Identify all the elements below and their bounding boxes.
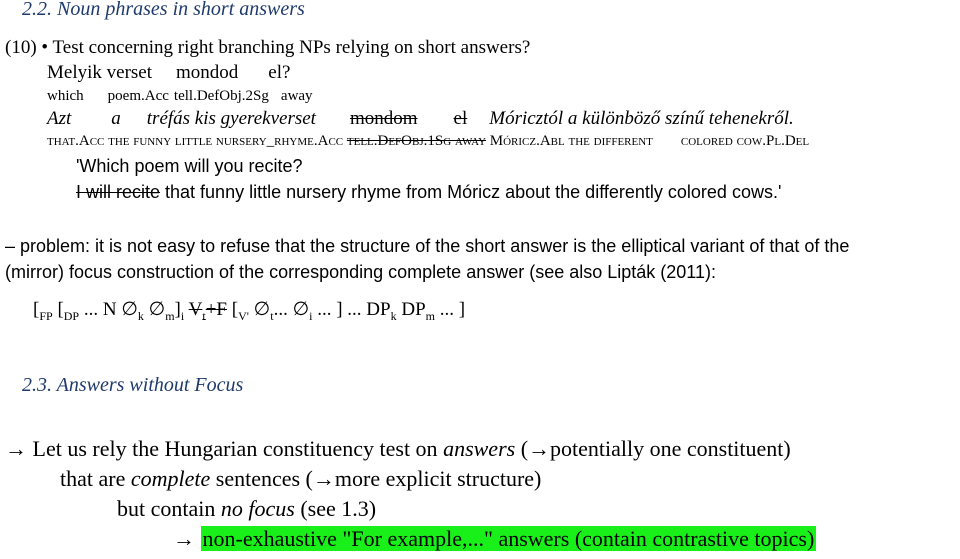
arrow-icon: → — [5, 436, 27, 461]
example-line-lead — [5, 37, 530, 59]
arrow-icon: → — [173, 526, 195, 551]
example-lead-text: Test concerning right branching NPs relying on short answers? — [52, 37, 531, 58]
bullet-icon: • — [41, 37, 49, 58]
arrow-icon: → — [528, 436, 551, 461]
example-number: (10) — [5, 37, 37, 58]
highlighted-text: non-exhaustive "For example,..." answers (contain contrastive topics) — [202, 526, 815, 551]
section-heading-2-3: 2.3. Answers without Focus — [22, 374, 244, 396]
bullet-line-3: but contain no focus (see 1.3) — [117, 496, 377, 521]
translation-question: 'Which poem will you recite? — [76, 156, 303, 176]
ellipsis-formula: [$_{FP}$ [$_{DP}$ ... N $\emptyset_k$ $\emptyset_m]_i$ $V_t+F$ [$_{V'}$ $\emptyset_t$... $\emptyset_i$ ... ] ... $DP_k$ $DP_m$ ... ] — [33, 299, 466, 323]
dash-icon: – — [5, 236, 16, 256]
section-heading-2-2: 2.2. Noun phrases in short answers — [22, 0, 305, 20]
question-gloss: which poem.Acc tell.DefObj.2Sg away — [47, 88, 313, 104]
answer-hungarian: Azt a tréfás kis gyerekverset mondom el Móricztól a különböző színű tehenekről. — [47, 108, 794, 129]
question-hungarian: Melyik verset mondod el? — [47, 62, 291, 83]
translation-answer: I will recite that funny little nursery rhyme from Móricz about the differently colored cows.' — [76, 182, 782, 202]
problem-line-2: (mirror) focus construction of the corresponding complete answer (see also Lipták (2011): — [5, 262, 716, 282]
problem-line-1: – problem: it is not easy to refuse that the structure of the short answer is the elliptical variant of that of the — [5, 236, 850, 256]
bullet-line-1: → Let us rely the Hungarian constituency test on answers (→potentially one constituent) — [5, 436, 791, 461]
bullet-line-2: that are complete sentences (→more explicit structure) — [60, 466, 542, 491]
arrow-icon: → — [312, 466, 335, 491]
bullet-line-4 — [173, 526, 816, 552]
answer-gloss: that.Acc the funny little nursery_rhyme.Acc tell.DefObj.1Sg away Móricz.Abl the different colored cow.Pl.Del — [47, 133, 810, 149]
